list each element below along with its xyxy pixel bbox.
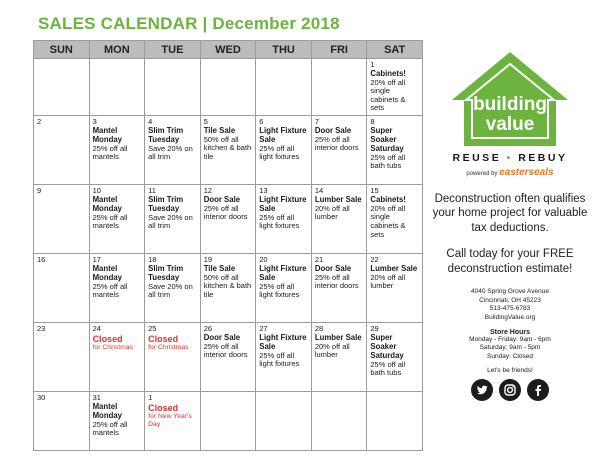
calendar-day-cell: [256, 116, 312, 185]
sale-name: Lumber Sale: [314, 332, 362, 342]
easterseals-logo: easterseals: [499, 167, 554, 178]
calendar-day-cell: [256, 254, 312, 323]
calendar-day-cell: [34, 392, 90, 451]
sale-description: 25% off all interior doors: [314, 134, 359, 153]
sale-description: 25% off all bath tubs: [370, 152, 406, 171]
page-title: SALES CALENDAR | December 2018: [38, 14, 340, 33]
calendar-day-cell: [200, 323, 256, 392]
sale-name: Light Fixture Sale: [259, 263, 307, 282]
calendar-day-cell: [145, 392, 201, 451]
hours-sunday: Sunday: Closed: [487, 352, 533, 360]
day-number: 1: [148, 393, 153, 403]
social-links: [432, 379, 588, 401]
tagline-reuse: REUSE: [452, 152, 502, 164]
tagline-rebuy: REBUY: [518, 152, 568, 164]
sale-description: 20% off all single cabinets & sets: [370, 203, 406, 239]
tagline: [432, 152, 588, 164]
day-number: 17: [92, 255, 101, 265]
calendar-day-cell: [34, 59, 90, 116]
sale-description: Save 20% on all trim: [148, 143, 193, 162]
sale-description: 25% off all light fixtures: [259, 350, 300, 369]
calendar-day-cell: [311, 185, 367, 254]
calendar-week-row: [34, 323, 423, 392]
day-number: 8: [370, 117, 375, 127]
calendar-day-cell: [89, 116, 145, 185]
weekday-header: MON: [89, 41, 145, 59]
weekday-header: FRI: [311, 41, 367, 59]
calendar-week-row: [34, 392, 423, 451]
sale-name: Slim Trim Tuesday: [148, 263, 184, 282]
address-block: [432, 288, 588, 323]
sale-description: for Christmas: [92, 344, 133, 352]
day-number: 15: [370, 186, 379, 196]
building-value-logo: [448, 48, 572, 150]
sale-description: 50% off all kitchen & bath tile: [203, 272, 252, 299]
calendar-day-cell: [367, 59, 423, 116]
social-heading: Let's be friends!: [487, 367, 533, 375]
sale-description: 25% off all mantels: [92, 143, 128, 162]
sale-description: for Christmas: [148, 344, 189, 352]
calendar-day-cell: [311, 254, 367, 323]
weekday-header: SUN: [34, 41, 90, 59]
sale-name: Mantel Monday: [92, 125, 123, 144]
calendar-day-cell: [256, 392, 312, 451]
house-logo-icon: [448, 48, 572, 150]
phone-number: 513-475-6783: [489, 305, 531, 313]
sale-name: Cabinets!: [370, 68, 406, 78]
calendar-day-cell: [200, 185, 256, 254]
calendar-day-cell: [34, 116, 90, 185]
sales-calendar: [33, 40, 423, 451]
sale-name: Light Fixture Sale: [259, 194, 307, 213]
day-number: 31: [92, 393, 101, 403]
sale-description: 20% off all single cabinets & sets: [370, 77, 406, 113]
calendar-day-cell: [89, 323, 145, 392]
twitter-icon[interactable]: [471, 379, 493, 401]
calendar-day-cell: [145, 59, 201, 116]
website: BuildingValue.org: [484, 314, 536, 322]
day-number: 30: [37, 393, 46, 403]
calendar-day-cell: [367, 185, 423, 254]
calendar-day-cell: [34, 254, 90, 323]
sale-description: Save 20% on all trim: [148, 212, 193, 231]
day-number: 1: [370, 60, 375, 69]
sale-description: 25% off all light fixtures: [259, 212, 300, 231]
sale-name: Mantel Monday: [92, 194, 123, 213]
calendar-day-cell: [145, 185, 201, 254]
day-number: 12: [203, 186, 213, 196]
address-street: 4040 Spring Grove Avenue: [471, 287, 549, 295]
calendar-day-cell: [367, 392, 423, 451]
sale-name: Door Sale: [314, 125, 352, 135]
day-number: 5: [203, 117, 208, 127]
calendar-day-cell: [367, 254, 423, 323]
day-number: 23: [37, 324, 46, 334]
calendar-day-cell: [145, 254, 201, 323]
sale-description: 20% off all lumber: [314, 341, 350, 360]
sale-name: Mantel Monday: [92, 263, 123, 282]
sale-name: Door Sale: [203, 332, 241, 342]
calendar-week-row: [34, 254, 423, 323]
sale-description: 25% off all mantels: [92, 281, 128, 300]
sale-name: Light Fixture Sale: [259, 125, 307, 144]
sale-name: Closed: [148, 333, 179, 344]
sale-description: 25% off all mantels: [92, 212, 128, 231]
promo-call: Call today for your FREE deconstruction estimate!: [446, 248, 574, 275]
facebook-icon[interactable]: [527, 379, 549, 401]
day-number: 26: [203, 324, 213, 334]
sale-name: Closed: [148, 402, 179, 413]
hours-saturday: Saturday: 9am - 5pm: [479, 344, 541, 352]
calendar-day-cell: [89, 185, 145, 254]
day-number: 20: [259, 255, 268, 265]
weekday-header: TUE: [145, 41, 201, 59]
sale-description: 25% off all light fixtures: [259, 143, 300, 162]
calendar-day-cell: [89, 392, 145, 451]
sale-name: Light Fixture Sale: [259, 332, 307, 351]
logo-text-line2: value: [485, 114, 535, 135]
calendar-day-cell: [200, 116, 256, 185]
weekday-header: WED: [200, 41, 256, 59]
weekday-header: THU: [256, 41, 312, 59]
day-number: 9: [37, 186, 42, 196]
day-number: 18: [148, 255, 157, 265]
day-number: 13: [259, 186, 268, 196]
calendar-day-cell: [367, 116, 423, 185]
day-number: 25: [148, 324, 157, 334]
powered-by: [432, 167, 588, 178]
sale-name: Slim Trim Tuesday: [148, 194, 184, 213]
day-number: 21: [314, 255, 324, 265]
calendar-day-cell: [256, 323, 312, 392]
sale-name: Slim Trim Tuesday: [148, 125, 184, 144]
hours-weekday: Monday - Friday: 9am - 6pm: [469, 335, 551, 343]
sale-name: Super Soaker Saturday: [370, 125, 404, 153]
day-number: 4: [148, 117, 153, 127]
calendar-day-cell: [256, 185, 312, 254]
calendar-week-row: [34, 185, 423, 254]
sale-name: Closed: [92, 333, 123, 344]
sale-description: 50% off all kitchen & bath tile: [203, 134, 252, 161]
sale-description: 25% off all interior doors: [203, 203, 248, 222]
calendar-day-cell: [200, 254, 256, 323]
sale-description: 20% off all lumber: [314, 203, 350, 222]
sale-description: 25% off all light fixtures: [259, 281, 300, 300]
calendar-day-cell: [89, 59, 145, 116]
calendar-week-row: [34, 59, 423, 116]
day-number: 10: [92, 186, 101, 196]
sale-description: for New Year's Day: [148, 413, 192, 428]
sale-description: 25% off all mantels: [92, 419, 128, 438]
sale-description: 25% off all bath tubs: [370, 359, 406, 378]
day-number: 2: [37, 117, 42, 127]
calendar-day-cell: [311, 116, 367, 185]
weekday-header-row: [34, 41, 423, 59]
sale-name: Mantel Monday: [92, 401, 123, 420]
store-hours: [432, 336, 588, 361]
sale-name: Door Sale: [314, 263, 352, 273]
calendar-day-cell: [256, 59, 312, 116]
sale-name: Cabinets!: [370, 194, 406, 204]
calendar-day-cell: [34, 185, 90, 254]
powered-by-label: powered by: [466, 171, 498, 177]
sale-name: Super Soaker Saturday: [370, 332, 404, 360]
day-number: 19: [203, 255, 213, 265]
sale-description: 25% off all interior doors: [203, 341, 248, 360]
sale-description: Save 20% on all trim: [148, 281, 193, 300]
sale-name: Tile Sale: [203, 125, 236, 135]
day-number: 29: [370, 324, 379, 334]
day-number: 16: [37, 255, 46, 265]
weekday-header: SAT: [367, 41, 423, 59]
calendar-day-cell: [200, 59, 256, 116]
calendar-day-cell: [311, 392, 367, 451]
promo-deconstruction: Deconstruction often qualifies your home project for valuable tax deductions.: [432, 193, 588, 234]
calendar-week-row: [34, 116, 423, 185]
sale-name: Lumber Sale: [314, 194, 362, 204]
store-hours-heading: Store Hours: [489, 328, 531, 336]
day-number: 28: [314, 324, 324, 334]
sidebar: [432, 48, 588, 401]
calendar-day-cell: [34, 323, 90, 392]
calendar-day-cell: [367, 323, 423, 392]
logo-text-line1: building: [473, 94, 547, 115]
calendar-day-cell: [311, 59, 367, 116]
calendar-day-cell: [311, 323, 367, 392]
calendar-day-cell: [89, 254, 145, 323]
day-number: 14: [314, 186, 324, 196]
calendar-day-cell: [145, 323, 201, 392]
calendar-day-cell: [200, 392, 256, 451]
sale-description: 25% off all interior doors: [314, 272, 359, 291]
address-city: Cincinnati, OH 45223: [479, 296, 541, 304]
tagline-dot: •: [506, 152, 519, 164]
day-number: 7: [314, 117, 319, 127]
sale-name: Door Sale: [203, 194, 241, 204]
day-number: 11: [148, 186, 156, 196]
sale-name: Tile Sale: [203, 263, 236, 273]
instagram-icon[interactable]: [499, 379, 521, 401]
day-number: 22: [370, 255, 379, 265]
day-number: 24: [92, 324, 101, 334]
day-number: 3: [92, 117, 97, 127]
day-number: 6: [259, 117, 264, 127]
sale-name: Lumber Sale: [370, 263, 418, 273]
calendar-day-cell: [145, 116, 201, 185]
day-number: 27: [259, 324, 268, 334]
sale-description: 20% off all lumber: [370, 272, 406, 291]
